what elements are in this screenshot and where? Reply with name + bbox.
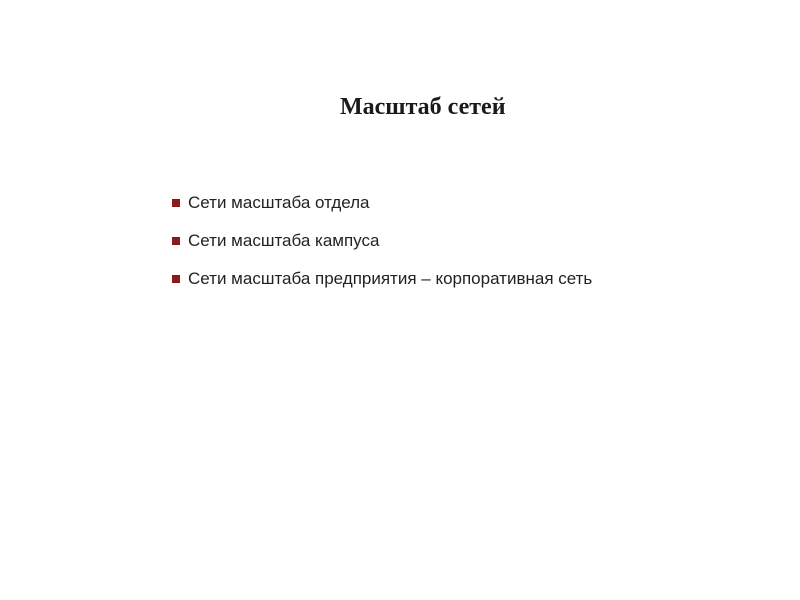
bullet-item xyxy=(172,192,592,230)
bullet-item xyxy=(172,230,592,268)
square-bullet-icon xyxy=(172,275,180,283)
slide-title: Масштаб сетей xyxy=(340,94,506,120)
bullet-text: Сети масштаба предприятия – корпоративная сеть xyxy=(188,269,593,288)
square-bullet-icon xyxy=(172,237,180,245)
square-bullet-icon xyxy=(172,199,180,207)
bullet-text: Сети масштаба отдела xyxy=(188,193,370,212)
bullet-text: Сети масштаба кампуса xyxy=(188,231,380,250)
bullet-item xyxy=(172,268,592,306)
bullet-list xyxy=(172,192,592,306)
